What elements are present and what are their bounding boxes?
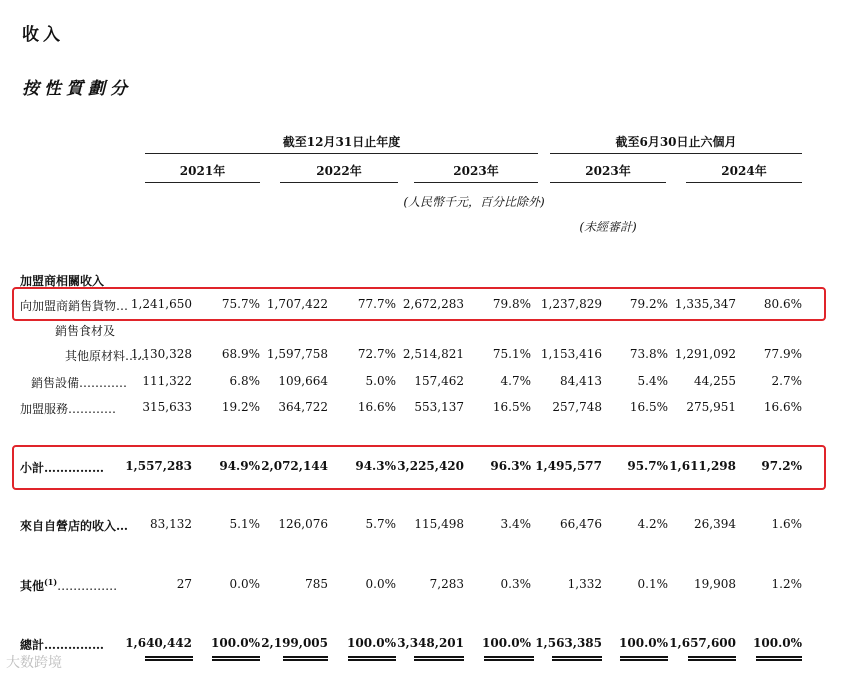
percent-cell: 72.7% bbox=[357, 347, 396, 361]
percent-cell: 73.8% bbox=[629, 347, 668, 361]
amount-cell: 785 bbox=[305, 577, 328, 591]
percent-cell: 19.2% bbox=[221, 400, 260, 414]
year-header-2022: 2022年 bbox=[316, 164, 362, 178]
percent-cell: 75.7% bbox=[221, 297, 260, 311]
amount-cell: 257,748 bbox=[552, 400, 602, 414]
percent-cell: 16.6% bbox=[357, 400, 396, 414]
percent-cell: 97.2% bbox=[761, 459, 802, 473]
amount-cell: 1,291,092 bbox=[674, 347, 736, 361]
percent-cell: 0.1% bbox=[637, 577, 668, 591]
amount-cell: 1,707,422 bbox=[266, 297, 328, 311]
percent-cell: 16.5% bbox=[629, 400, 668, 414]
percent-cell: 3.4% bbox=[500, 517, 531, 531]
amount-cell: 1,237,829 bbox=[540, 297, 602, 311]
header-group-annual: 截至12月31日止年度 bbox=[282, 135, 401, 149]
amount-cell: 7,283 bbox=[429, 577, 464, 591]
amount-cell: 3,348,201 bbox=[397, 636, 464, 650]
percent-cell: 94.9% bbox=[219, 459, 260, 473]
watermark-text: 大数跨境 bbox=[6, 655, 62, 671]
total-double-rule bbox=[484, 656, 534, 661]
header-group-annual-rule bbox=[145, 153, 538, 154]
percent-cell: 100.0% bbox=[211, 636, 260, 650]
amount-cell: 111,322 bbox=[142, 374, 192, 388]
percent-cell: 100.0% bbox=[753, 636, 802, 650]
percent-cell: 5.1% bbox=[229, 517, 260, 531]
year-header-rule bbox=[550, 182, 666, 183]
amount-cell: 364,722 bbox=[278, 400, 328, 414]
percent-cell: 79.8% bbox=[492, 297, 531, 311]
header-group-sixmonth: 截至6月30日止六個月 bbox=[615, 135, 737, 149]
amount-cell: 315,633 bbox=[142, 400, 192, 414]
year-header-2023-h1: 2023年 bbox=[585, 164, 631, 178]
row-label: 加盟服務………… bbox=[20, 402, 117, 416]
percent-cell: 96.3% bbox=[490, 459, 531, 473]
amount-cell: 1,557,283 bbox=[125, 459, 192, 473]
percent-cell: 77.9% bbox=[763, 347, 802, 361]
amount-cell: 553,137 bbox=[414, 400, 464, 414]
percent-cell: 4.7% bbox=[500, 374, 531, 388]
total-double-rule bbox=[414, 656, 464, 661]
year-header-rule bbox=[414, 182, 538, 183]
percent-cell: 94.3% bbox=[355, 459, 396, 473]
year-header-rule bbox=[280, 182, 398, 183]
leader-dots: …………… bbox=[57, 579, 118, 593]
percent-cell: 1.2% bbox=[771, 577, 802, 591]
section-subtitle: 按性質劃分 bbox=[22, 79, 132, 99]
percent-cell: 95.7% bbox=[627, 459, 668, 473]
percent-cell: 0.0% bbox=[365, 577, 396, 591]
currency-note: (人民幣千元，百分比除外) bbox=[403, 195, 545, 209]
amount-cell: 157,462 bbox=[414, 374, 464, 388]
percent-cell: 75.1% bbox=[492, 347, 531, 361]
percent-cell: 79.2% bbox=[629, 297, 668, 311]
total-double-rule bbox=[212, 656, 260, 661]
percent-cell: 100.0% bbox=[619, 636, 668, 650]
amount-cell: 83,132 bbox=[150, 517, 192, 531]
row-label: 其他$^{(1)}$…………… bbox=[20, 577, 118, 593]
total-double-rule bbox=[552, 656, 602, 661]
percent-cell: 5.7% bbox=[365, 517, 396, 531]
amount-cell: 115,498 bbox=[414, 517, 464, 531]
footnote-marker: (1) bbox=[44, 577, 58, 587]
row-label: 銷售設備………… bbox=[31, 376, 128, 390]
amount-cell: 2,514,821 bbox=[402, 347, 464, 361]
percent-cell: 100.0% bbox=[482, 636, 531, 650]
percent-cell: 2.7% bbox=[771, 374, 802, 388]
amount-cell: 2,199,005 bbox=[261, 636, 328, 650]
amount-cell: 126,076 bbox=[278, 517, 328, 531]
percent-cell: 80.6% bbox=[763, 297, 802, 311]
percent-cell: 100.0% bbox=[347, 636, 396, 650]
row-label: 來自自營店的收入… bbox=[20, 519, 129, 533]
total-double-rule bbox=[348, 656, 396, 661]
amount-cell: 26,394 bbox=[694, 517, 736, 531]
row-label: 小計…………… bbox=[20, 461, 105, 475]
amount-cell: 1,332 bbox=[567, 577, 602, 591]
amount-cell: 275,951 bbox=[686, 400, 736, 414]
percent-cell: 0.3% bbox=[500, 577, 531, 591]
page-title: 收入 bbox=[22, 25, 64, 45]
year-header-2023: 2023年 bbox=[453, 164, 499, 178]
amount-cell: 1,611,298 bbox=[669, 459, 736, 473]
total-double-rule bbox=[688, 656, 736, 661]
percent-cell: 5.4% bbox=[637, 374, 668, 388]
amount-cell: 3,225,420 bbox=[397, 459, 464, 473]
year-header-rule bbox=[145, 182, 260, 183]
percent-cell: 5.0% bbox=[365, 374, 396, 388]
row-label: 銷售食材及 bbox=[55, 324, 116, 338]
percent-cell: 6.8% bbox=[229, 374, 260, 388]
amount-cell: 44,255 bbox=[694, 374, 736, 388]
amount-cell: 2,672,283 bbox=[402, 297, 464, 311]
header-group-sixmonth-rule bbox=[550, 153, 802, 154]
amount-cell: 1,563,385 bbox=[535, 636, 602, 650]
percent-cell: 16.5% bbox=[492, 400, 531, 414]
amount-cell: 1,495,577 bbox=[535, 459, 602, 473]
amount-cell: 109,664 bbox=[278, 374, 328, 388]
percent-cell: 68.9% bbox=[221, 347, 260, 361]
unaudited-note: (未經審計) bbox=[579, 220, 637, 234]
amount-cell: 1,130,328 bbox=[130, 347, 192, 361]
total-double-rule bbox=[283, 656, 328, 661]
section-label-franchise: 加盟商相關收入 bbox=[20, 274, 105, 288]
percent-cell: 16.6% bbox=[763, 400, 802, 414]
percent-cell: 0.0% bbox=[229, 577, 260, 591]
row-label: 其他原材料…… bbox=[65, 349, 150, 363]
year-header-rule bbox=[686, 182, 802, 183]
amount-cell: 19,908 bbox=[694, 577, 736, 591]
amount-cell: 1,241,650 bbox=[130, 297, 192, 311]
year-header-2024-h1: 2024年 bbox=[721, 164, 767, 178]
year-header-2021: 2021年 bbox=[179, 164, 226, 178]
percent-cell: 1.6% bbox=[771, 517, 802, 531]
amount-cell: 1,657,600 bbox=[669, 636, 736, 650]
amount-cell: 1,335,347 bbox=[674, 297, 736, 311]
total-double-rule bbox=[756, 656, 802, 661]
amount-cell: 1,597,758 bbox=[266, 347, 328, 361]
amount-cell: 66,476 bbox=[560, 517, 602, 531]
percent-cell: 77.7% bbox=[357, 297, 396, 311]
total-double-rule bbox=[145, 656, 193, 661]
amount-cell: 84,413 bbox=[560, 374, 602, 388]
amount-cell: 1,153,416 bbox=[540, 347, 602, 361]
row-label: 總計…………… bbox=[20, 638, 105, 652]
row-label: 向加盟商銷售貨物… bbox=[20, 299, 129, 313]
percent-cell: 4.2% bbox=[637, 517, 668, 531]
amount-cell: 2,072,144 bbox=[261, 459, 328, 473]
amount-cell: 27 bbox=[176, 577, 192, 591]
amount-cell: 1,640,442 bbox=[125, 636, 192, 650]
total-double-rule bbox=[620, 656, 668, 661]
